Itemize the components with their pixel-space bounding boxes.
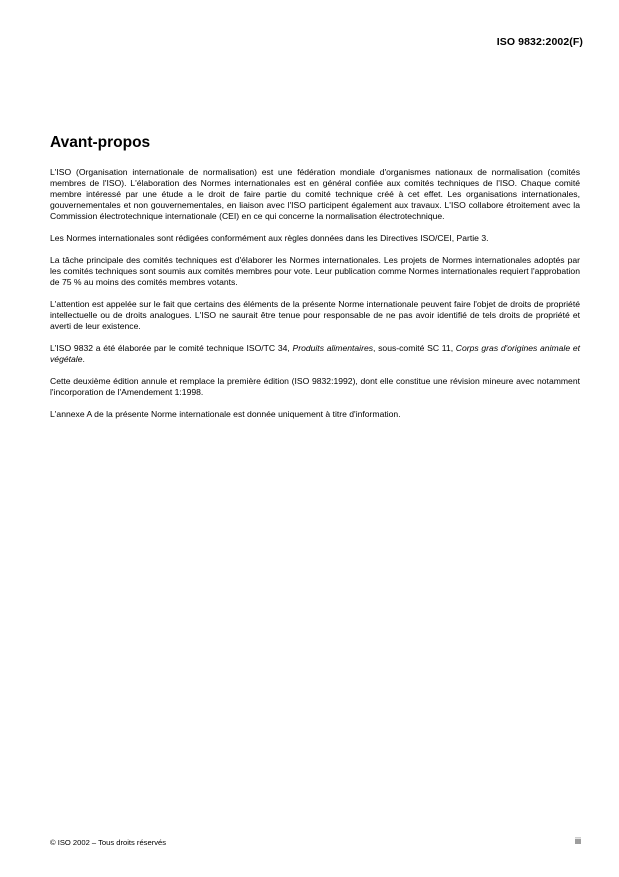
paragraph-committees-task: La tâche principale des comités techniques est d'élaborer les Normes internationales. Les projets de Normes internationales adoptés par les comités techniques sont soumis aux comités membres pour vote. Leur publication comme Normes internationales requiert l'approbation de 75 % au moins des comités membres votants. — [50, 255, 580, 288]
paragraph-committee-info — [50, 343, 580, 365]
copyright-notice: © ISO 2002 – Tous droits réservés — [50, 838, 167, 847]
paragraph-iso-organisation: L'ISO (Organisation internationale de normalisation) est une fédération mondiale d'organismes nationaux de normalisation (comités membres de l'ISO). L'élaboration des Normes internationales est en général confiée aux comités techniques de l'ISO. Chaque comité membre intéressé par une étude a le droit de faire partie du comité technique créé à cet effet. Les organisations internationales, gouvernementales et non gouvernementales, en liaison avec l'ISO participent également aux travaux. L'ISO collabore étroitement avec la Commission électrotechnique internationale (CEI) en ce qui concerne la normalisation électrotechnique. — [50, 167, 580, 222]
paragraph-patent-rights: L'attention est appelée sur le fait que certains des éléments de la présente Norme internationale peuvent faire l'objet de droits de propriété intellectuelle ou de droits analogues. L'ISO ne saurait être tenue pour responsable de ne pas avoir identifié de tels droits de propriété et averti de leur existence. — [50, 299, 580, 332]
page-number: iii — [575, 836, 581, 846]
committee-text-1: L'ISO 9832 a été élaborée par le comité technique ISO/TC 34, — [50, 343, 293, 354]
paragraph-edition: Cette deuxième édition annule et remplace la première édition (ISO 9832:1992), dont elle constitue une révision mineure avec notamment l'incorporation de l'Amendement 1:1998. — [50, 376, 580, 398]
paragraph-annex: L'annexe A de la présente Norme internationale est donnée uniquement à titre d'information. — [50, 409, 401, 420]
page-content — [50, 134, 580, 431]
committee-text-3: . — [82, 354, 85, 365]
page-title: Avant-propos — [50, 134, 151, 151]
document-reference: ISO 9832:2002(F) — [496, 36, 583, 48]
committee-name: Produits alimentaires — [292, 343, 374, 354]
committee-text-2: , sous-comité SC 11, — [373, 343, 456, 354]
paragraph-directives: Les Normes internationales sont rédigées conformément aux règles données dans les Directives ISO/CEI, Partie 3. — [50, 233, 489, 244]
subcommittee-name: Corps gras d'origines animale et végétale — [50, 343, 580, 365]
